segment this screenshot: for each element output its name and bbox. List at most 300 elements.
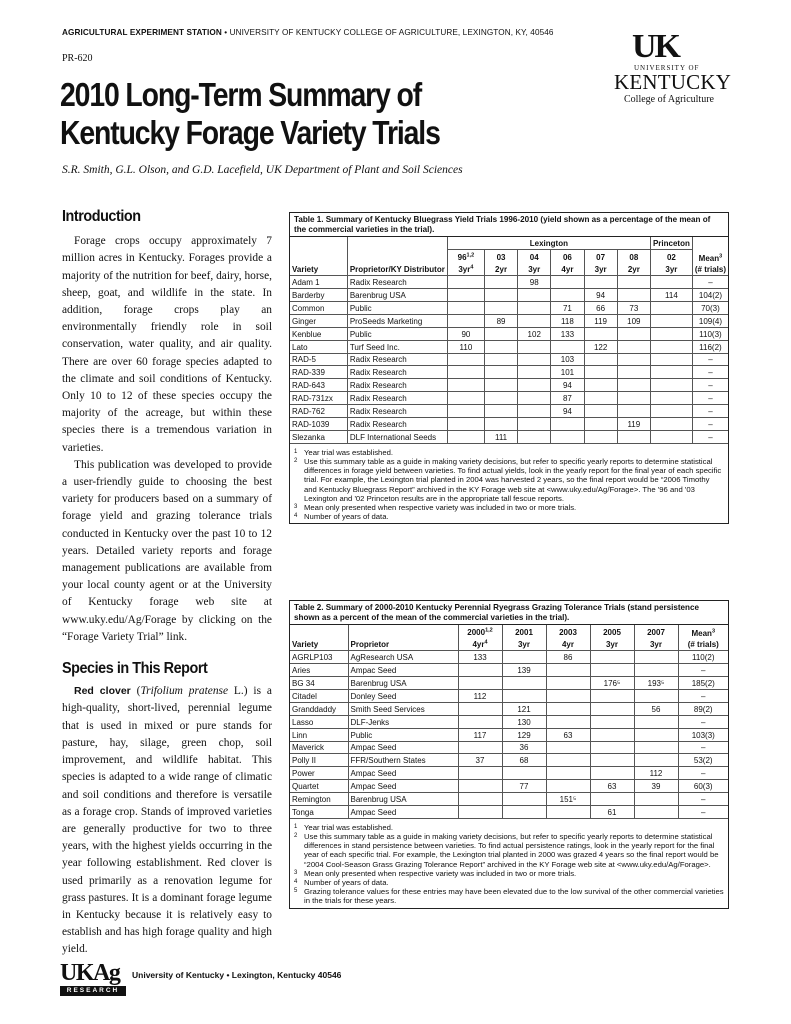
value-cell [502,767,546,780]
value-cell: 116(2) [692,340,728,353]
t1-year-label: 07 [596,252,606,262]
variety-cell: Polly II [290,754,348,767]
t1-year-label: 04 [529,252,539,262]
proprietor-cell: Ampac Seed [348,805,458,818]
value-cell: – [692,417,728,430]
proprietor-cell: ProSeeds Marketing [347,314,447,327]
value-cell [546,677,590,690]
variety-cell: Slezanka [290,430,347,443]
proprietor-cell: Ampac Seed [348,741,458,754]
value-cell [634,793,678,806]
proprietor-cell: AgResearch USA [348,651,458,664]
value-cell: 151⁵ [546,793,590,806]
value-cell [590,728,634,741]
value-cell [447,430,484,443]
authors: S.R. Smith, G.L. Olson, and G.D. Lacefield, UK Department of Plant and Soil Sciences [62,164,463,176]
t2-year [546,625,590,638]
t2-year [634,625,678,638]
proprietor-cell: Public [347,301,447,314]
proprietor-cell: Smith Seed Services [348,702,458,715]
value-cell [458,780,502,793]
logo-uk: UK [632,28,679,65]
value-cell [551,340,584,353]
t2-mean-sup: 3 [711,628,715,635]
t1-year [551,250,584,263]
table-row [290,677,728,690]
table-row [290,379,728,392]
value-cell: 117 [458,728,502,741]
variety-cell: BG 34 [290,677,348,690]
value-cell: 60(3) [678,780,728,793]
value-cell [458,664,502,677]
proprietor-cell: Ampac Seed [348,767,458,780]
value-cell [458,767,502,780]
value-cell [634,651,678,664]
value-cell: 103(3) [678,728,728,741]
value-cell: 87 [551,392,584,405]
t2-year [590,625,634,638]
value-cell: 109(4) [692,314,728,327]
proprietor-cell: Radix Research [347,417,447,430]
value-cell: 70(3) [692,301,728,314]
value-cell [584,327,617,340]
value-cell [546,767,590,780]
t2-header-variety: Variety [290,625,348,651]
value-cell [590,741,634,754]
variety-cell: Citadel [290,689,348,702]
t2-header-proprietor: Proprietor [348,625,458,651]
t2-trials-label: (# trials) [687,640,719,650]
variety-cell: Granddaddy [290,702,348,715]
value-cell [617,353,650,366]
table-note [294,512,724,521]
note-number: 4 [294,879,298,886]
value-cell [518,301,551,314]
table-1-grid [290,237,728,444]
t1-duration-label: 2yr [627,265,640,275]
t1-duration-label: 3yr [528,265,541,275]
proprietor-cell: DLF-Jenks [348,715,458,728]
note-number: 1 [294,448,298,455]
table-row [290,715,728,728]
publication-number: PR-620 [62,53,93,64]
table-row [290,754,728,767]
t2-duration-label: 4yr [561,640,574,650]
variety-cell: Barderby [290,289,347,302]
value-cell [650,301,692,314]
value-cell [650,379,692,392]
value-cell: 68 [502,754,546,767]
value-cell [546,741,590,754]
value-cell: – [692,366,728,379]
table-2-notes [290,819,728,908]
value-cell [551,430,584,443]
proprietor-cell: Barenbrug USA [348,677,458,690]
value-cell [484,327,517,340]
value-cell [484,340,517,353]
value-cell [518,340,551,353]
proprietor-cell: Public [348,728,458,741]
value-cell [546,805,590,818]
value-cell [617,430,650,443]
note-text: Number of years of data. [304,878,389,888]
table-2-caption: Table 2. Summary of 2000-2010 Kentucky Perennial Ryegrass Grazing Tolerance Trials (stand persistence shown as a percent of the mean of the commercial varieties in the trial). [290,601,728,625]
value-cell [502,805,546,818]
value-cell [484,366,517,379]
t1-header-proprietor: Proprietor/KY Distributor [347,237,447,276]
title-line-2: Kentucky Forage Variety Trials [60,114,440,151]
value-cell [617,405,650,418]
value-cell [617,379,650,392]
t1-year [650,250,692,263]
value-cell [447,353,484,366]
table-note [294,503,724,512]
proprietor-cell: Barenbrug USA [347,289,447,302]
value-cell [458,677,502,690]
value-cell: 102 [518,327,551,340]
t2-duration [634,638,678,651]
value-cell [617,340,650,353]
table-note [294,823,724,832]
t1-year-label: 02 [666,252,676,262]
value-cell [447,405,484,418]
t1-year-label: 08 [629,252,639,262]
table-note [294,457,724,503]
value-cell: 112 [634,767,678,780]
table-row [290,793,728,806]
value-cell [447,379,484,392]
t2-year [458,625,502,638]
table-row [290,780,728,793]
intro-paragraph-2: This publication was developed to provide a user-friendly guide to choosing the best variety for producers based on a summary of forage yield and grazing tolerance trials conducted in Kentucky over the past 10 to 12 years. Detailed variety reports and forage management publications are available from your local county agent or at the University of Kentucky forage web site at www.uky.edu/Ag/Forage by clicking on the “Forage Variety Trial” link. [62,458,272,643]
value-cell: 94 [551,379,584,392]
value-cell: – [678,715,728,728]
value-cell [546,780,590,793]
table-row [290,417,728,430]
value-cell [447,301,484,314]
value-cell [458,702,502,715]
value-cell [634,805,678,818]
uk-logo [612,28,732,108]
t2-year-label: 2005 [603,627,621,637]
value-cell [590,702,634,715]
value-cell [518,366,551,379]
variety-cell: Lato [290,340,347,353]
ukag-logo: UKAg [60,960,120,986]
variety-cell: RAD-5 [290,353,347,366]
value-cell: 193⁵ [634,677,678,690]
value-cell [484,392,517,405]
t1-duration [551,263,584,276]
table-row [290,651,728,664]
value-cell: 130 [502,715,546,728]
value-cell: 101 [551,366,584,379]
value-cell [458,741,502,754]
t1-header-mean [692,237,728,276]
table-2-grid [290,625,728,819]
value-cell [447,276,484,289]
value-cell: 114 [650,289,692,302]
table-note [294,878,724,887]
header-separator: • [221,28,230,37]
value-cell [546,715,590,728]
t2-duration-label: 3yr [605,640,618,650]
value-cell: 89 [484,314,517,327]
variety-cell: Lasso [290,715,348,728]
t1-duration [518,263,551,276]
value-cell: 119 [617,417,650,430]
value-cell [584,405,617,418]
value-cell: 110(3) [692,327,728,340]
value-cell: – [692,276,728,289]
value-cell: 112 [458,689,502,702]
table-row [290,276,728,289]
value-cell [650,276,692,289]
value-cell [518,379,551,392]
t2-year-label: 2007 [647,627,665,637]
page-title [60,76,542,152]
value-cell: – [678,741,728,754]
value-cell: 110 [447,340,484,353]
research-label: RESEARCH [60,986,126,996]
logo-university-of: UNIVERSITY OF [634,64,700,72]
value-cell [634,689,678,702]
t1-year [484,250,517,263]
value-cell: 122 [584,340,617,353]
table-row [290,664,728,677]
value-cell [518,430,551,443]
value-cell [590,715,634,728]
note-number: 2 [294,833,298,840]
t1-header-variety: Variety [290,237,347,276]
value-cell [617,392,650,405]
proprietor-cell: Radix Research [347,276,447,289]
variety-cell: RAD-339 [290,366,347,379]
value-cell: – [692,392,728,405]
note-text: Mean only presented when respective variety was included in two or more trials. [304,502,577,512]
value-cell: 56 [634,702,678,715]
value-cell [484,301,517,314]
t1-year [584,250,617,263]
header-line [62,28,554,37]
variety-cell: AGRLP103 [290,651,348,664]
variety-cell: Quartet [290,780,348,793]
value-cell [634,754,678,767]
value-cell [518,289,551,302]
value-cell [584,276,617,289]
note-text: Year trial was established. [304,822,394,832]
value-cell [502,677,546,690]
value-cell: 39 [634,780,678,793]
proprietor-cell: Ampac Seed [348,780,458,793]
value-cell: 89(2) [678,702,728,715]
value-cell [551,417,584,430]
value-cell [590,767,634,780]
t2-duration-label: 3yr [517,640,530,650]
note-number: 4 [294,513,298,520]
value-cell: 71 [551,301,584,314]
value-cell: 185(2) [678,677,728,690]
note-number: 1 [294,823,298,830]
t1-duration-label: 4yr [561,265,574,275]
value-cell [584,366,617,379]
note-text: Use this summary table as a guide in making variety decisions, but refer to specific yearly reports to determine statistical differences in stand persistence between varieties. To find actual persistence ratings, look in the yearly report for the final year of each specific trial. For example, the Lexington trial planted in 2000 was grazed 4 years so the final report would be “2004 Cool-Season Grass Grazing Tolerance Report” archived in the KY Forage web site at <www.uky.edu/Ag/Forage>. [304,832,719,869]
red-clover-lead: Red clover [74,685,131,698]
value-cell [617,276,650,289]
red-clover-latin: Trifolium pratense [140,685,228,698]
value-cell [546,754,590,767]
table-row [290,702,728,715]
value-cell [584,392,617,405]
variety-cell: RAD-731zx [290,392,347,405]
t1-duration-label: 3yr [594,265,607,275]
species-heading: Species in This Report [62,660,208,678]
value-cell [650,340,692,353]
table-1 [289,212,729,524]
value-cell: 176⁵ [590,677,634,690]
variety-cell: RAD-1039 [290,417,347,430]
value-cell [634,728,678,741]
value-cell [584,379,617,392]
value-cell [584,430,617,443]
value-cell: 109 [617,314,650,327]
t2-year [502,625,546,638]
value-cell [617,327,650,340]
t1-trials-label: (# trials) [694,265,726,275]
proprietor-cell: Radix Research [347,353,447,366]
value-cell [584,353,617,366]
value-cell: – [678,793,728,806]
proprietor-cell: Turf Seed Inc. [347,340,447,353]
value-cell [546,702,590,715]
intro-paragraph-1: Forage crops occupy approximately 7 million acres in Kentucky. Forages provide a majority of the nutrition for beef, dairy, horse, sheep, goat, and wildlife in the state. In addition, forage crops play an environmentally friendly role in soil conservation, water quality, and air quality. There are over 60 forage species adapted to the climate and soil conditions of Kentucky. Only 10 to 12 of these species occupy the majority of the acreage, but within these species there is a tremendous variation in varieties. [62,235,272,454]
value-cell [546,689,590,702]
value-cell [590,664,634,677]
value-cell [447,314,484,327]
t2-mean-label: Mean [691,629,712,639]
value-cell: 104(2) [692,289,728,302]
variety-cell: Remington [290,793,348,806]
value-cell [518,417,551,430]
table-row [290,741,728,754]
value-cell [458,805,502,818]
proprietor-cell: FFR/Southern States [348,754,458,767]
value-cell: 98 [518,276,551,289]
value-cell [650,417,692,430]
value-cell: 61 [590,805,634,818]
t1-duration [650,263,692,276]
value-cell: 119 [584,314,617,327]
t1-duration-label: 3yr [665,265,678,275]
t2-year-label: 2000 [467,627,486,637]
value-cell: 36 [502,741,546,754]
value-cell: 73 [617,301,650,314]
table-row [290,340,728,353]
t1-year-sup: 1,2 [466,252,475,259]
table-1-caption: Table 1. Summary of Kentucky Bluegrass Yield Trials 1996-2010 (yield shown as a percentage of the mean of the commercial varieties in the trial). [290,213,728,237]
note-text: Grazing tolerance values for these entries may have been elevated due to the low survival of the other commercial varieties in the trials for these years. [304,887,724,906]
value-cell: 53(2) [678,754,728,767]
t1-duration [447,263,484,276]
value-cell [484,353,517,366]
value-cell [447,289,484,302]
variety-cell: Tonga [290,805,348,818]
value-cell [590,754,634,767]
variety-cell: Linn [290,728,348,741]
value-cell [458,793,502,806]
value-cell [484,405,517,418]
table-row [290,392,728,405]
left-column [62,208,272,959]
t1-header-princeton: Princeton [650,237,692,250]
note-number: 5 [294,888,298,895]
value-cell [447,392,484,405]
table-note [294,887,724,905]
value-cell [634,715,678,728]
table-row [290,366,728,379]
t1-year [447,250,484,263]
note-text: Number of years of data. [304,512,389,522]
value-cell [650,405,692,418]
intro-heading: Introduction [62,208,141,225]
t1-year [518,250,551,263]
value-cell [634,741,678,754]
table-1-notes [290,444,728,524]
value-cell: – [692,353,728,366]
value-cell [484,289,517,302]
proprietor-cell: Radix Research [347,392,447,405]
value-cell: 94 [584,289,617,302]
value-cell [617,289,650,302]
t1-duration-label: 2yr [495,265,508,275]
value-cell: 118 [551,314,584,327]
value-cell: 90 [447,327,484,340]
t2-year-label: 2001 [515,627,533,637]
logo-college: College of Agriculture [624,94,714,105]
value-cell [617,366,650,379]
table-row [290,805,728,818]
note-number: 3 [294,869,298,876]
table-row [290,767,728,780]
value-cell [447,366,484,379]
proprietor-cell: Barenbrug USA [348,793,458,806]
value-cell [502,651,546,664]
station-name: AGRICULTURAL EXPERIMENT STATION [62,28,222,37]
value-cell [518,405,551,418]
proprietor-cell: Radix Research [347,366,447,379]
proprietor-cell: Radix Research [347,379,447,392]
red-clover-paragraph [62,683,272,958]
t1-year-label: 03 [496,252,506,262]
value-cell [590,793,634,806]
t1-duration-label: 3yr [458,265,471,275]
value-cell [590,651,634,664]
t1-year [617,250,650,263]
table-2 [289,600,729,909]
t1-header-lexington: Lexington [447,237,650,250]
value-cell [484,417,517,430]
t2-duration [590,638,634,651]
t2-year-label: 2003 [559,627,577,637]
value-cell: 94 [551,405,584,418]
value-cell: 86 [546,651,590,664]
value-cell: 37 [458,754,502,767]
t2-duration [502,638,546,651]
table-row [290,405,728,418]
table-row [290,301,728,314]
t1-duration [484,263,517,276]
value-cell [484,276,517,289]
